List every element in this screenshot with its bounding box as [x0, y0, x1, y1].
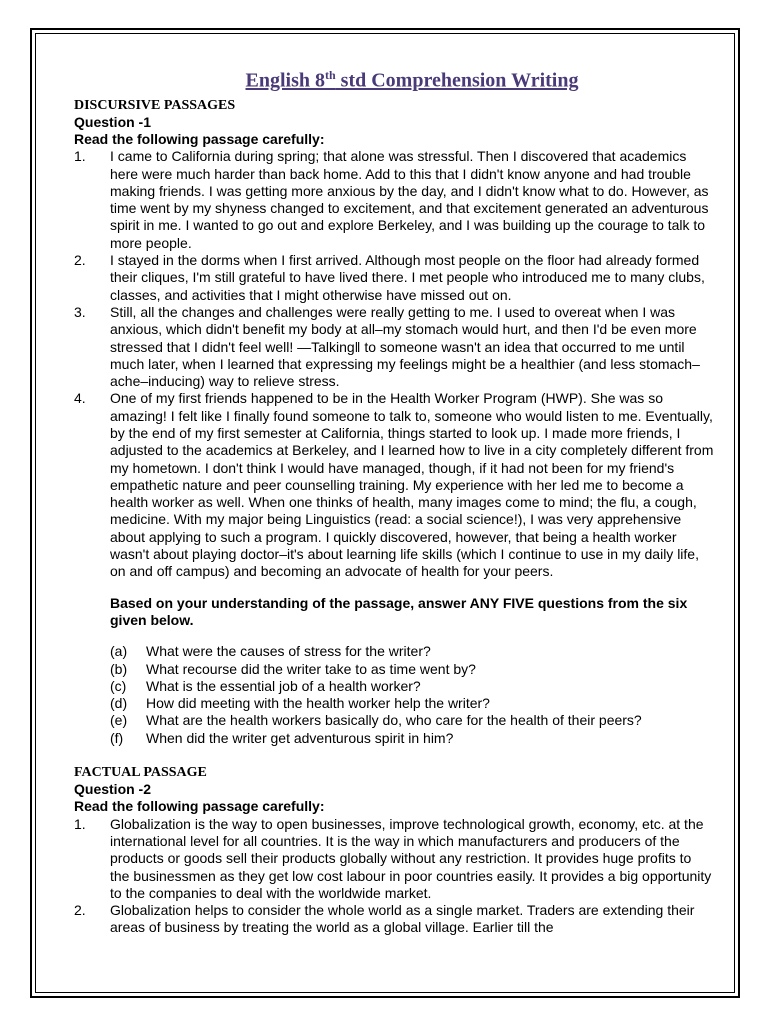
paragraph-number: 2. [74, 252, 86, 269]
paragraph-number: 1. [74, 815, 86, 832]
question-item [110, 730, 714, 747]
question-text: How did meeting with the health worker help the writer? [146, 695, 490, 712]
question-item [110, 695, 714, 712]
paragraph-number: 3. [74, 303, 86, 320]
question-label: (d) [110, 695, 128, 712]
paragraph-text: Globalization helps to consider the whole world as a single market. Traders are extending their areas of business by treating the world as a global village. Earlier till the [110, 902, 695, 936]
paragraph-text: I came to California during spring; that alone was stressful. Then I discovered that academics here were much harder than back home. Add to this that I didn't know anyone and had trouble making friends. I was getting more anxious by the day, and I didn't know what to do. However, as time went by my shyness changed to excitement, and that excitement generated an adventurous spirit in me. I wanted to go out and explore Berkeley, and I was building up the courage to talk to more people. [110, 148, 709, 251]
section2-heading: FACTUAL PASSAGE [74, 765, 207, 781]
passage1-paragraph [74, 304, 714, 390]
section1-question-label: Question -1 [74, 113, 152, 130]
question-text: What is the essential job of a health worker? [146, 677, 421, 694]
passage2-paragraph [74, 902, 714, 937]
title-superscript: th [324, 68, 336, 82]
paragraph-text: Globalization is the way to open businesses, improve technological growth, economy, etc. at the international level for all countries. It is the way in which manufacturers and producers of the products or goods sell their products globally without any restriction. It provides huge profits to the businessmen as they get low cost labour in poor countries easily. It provides a big opportunity to the companies to deal with the worldwide market. [110, 815, 712, 901]
passage1-paragraph [74, 390, 714, 580]
document-content [74, 68, 714, 937]
section2-instruction: Read the following passage carefully: [74, 798, 325, 815]
paragraph-text: I stayed in the dorms when I first arrived. Although most people on the floor had already formed their cliques, I'm still grateful to have lived there. I met people who introduced me to many clubs, classes, and activities that I might otherwise have missed out on. [110, 252, 705, 303]
question-text: What recourse did the writer take to as time went by? [146, 660, 476, 677]
paragraph-number: 4. [74, 390, 86, 407]
question-text: When did the writer get adventurous spirit in him? [146, 729, 454, 746]
paragraph-text: One of my first friends happened to be in the Health Worker Program (HWP). She was so amazing! I felt like I finally found someone to talk to, someone who would listen to me. Eventually, by the end of my first semester at California, things started to look up. I made more friends, I adjusted to the academics at Berkeley, and I learned how to live in a city completely different from my hometown. I don't think I would have managed, though, if it had not been for my friend's empathetic nature and peer counselling training. My experience with her led me to become a health worker as well. When one thinks of health, many images come to mind; the flu, a cough, medicine. With my major being Linguistics (read: a social science!), I was very apprehensive about applying to such a program. I quickly discovered, however, that being a health worker wasn't about playing doctor–it's about learning life skills (which I continue to use in my daily life, on and off campus) and becoming an advocate of health for your peers. [110, 390, 714, 580]
section-spacer [74, 747, 714, 764]
section1-instruction: Read the following passage carefully: [74, 130, 325, 147]
question-item [110, 712, 714, 729]
question-item [110, 643, 714, 660]
section1-heading: DISCURSIVE PASSAGES [74, 97, 236, 113]
paragraph-number: 2. [74, 902, 86, 919]
paragraph-number: 1. [74, 148, 86, 165]
question-label: (f) [110, 729, 124, 746]
question-item [110, 678, 714, 695]
question-label: (c) [110, 677, 127, 694]
question-item [110, 661, 714, 678]
page-title: English 8th std Comprehension Writing [245, 68, 579, 92]
question-text: What were the causes of stress for the writer? [146, 643, 431, 660]
question-text: What are the health workers basically do, who care for the health of their peers? [146, 712, 642, 729]
answer-instruction: Based on your understanding of the passage, answer ANY FIVE questions from the six given below. [110, 594, 688, 628]
question-label: (b) [110, 660, 128, 677]
paragraph-text: Still, all the changes and challenges were really getting to me. I used to overeat when I was anxious, which didn't benefit my body at all–my stomach would hurt, and then I'd be even more stressed that I didn't feel well! —Talking‖ to someone wasn't an idea that occurred to me until much later, when I learned that expressing my feelings might be a healthier (and less stomach–ache–inducing) way to relieve stress. [110, 303, 700, 390]
passage1-paragraph [74, 252, 714, 304]
passage1-paragraph [74, 148, 714, 252]
passage2-paragraph [74, 816, 714, 902]
question-label: (a) [110, 643, 128, 660]
question-label: (e) [110, 712, 128, 729]
section2-question-label: Question -2 [74, 781, 152, 798]
